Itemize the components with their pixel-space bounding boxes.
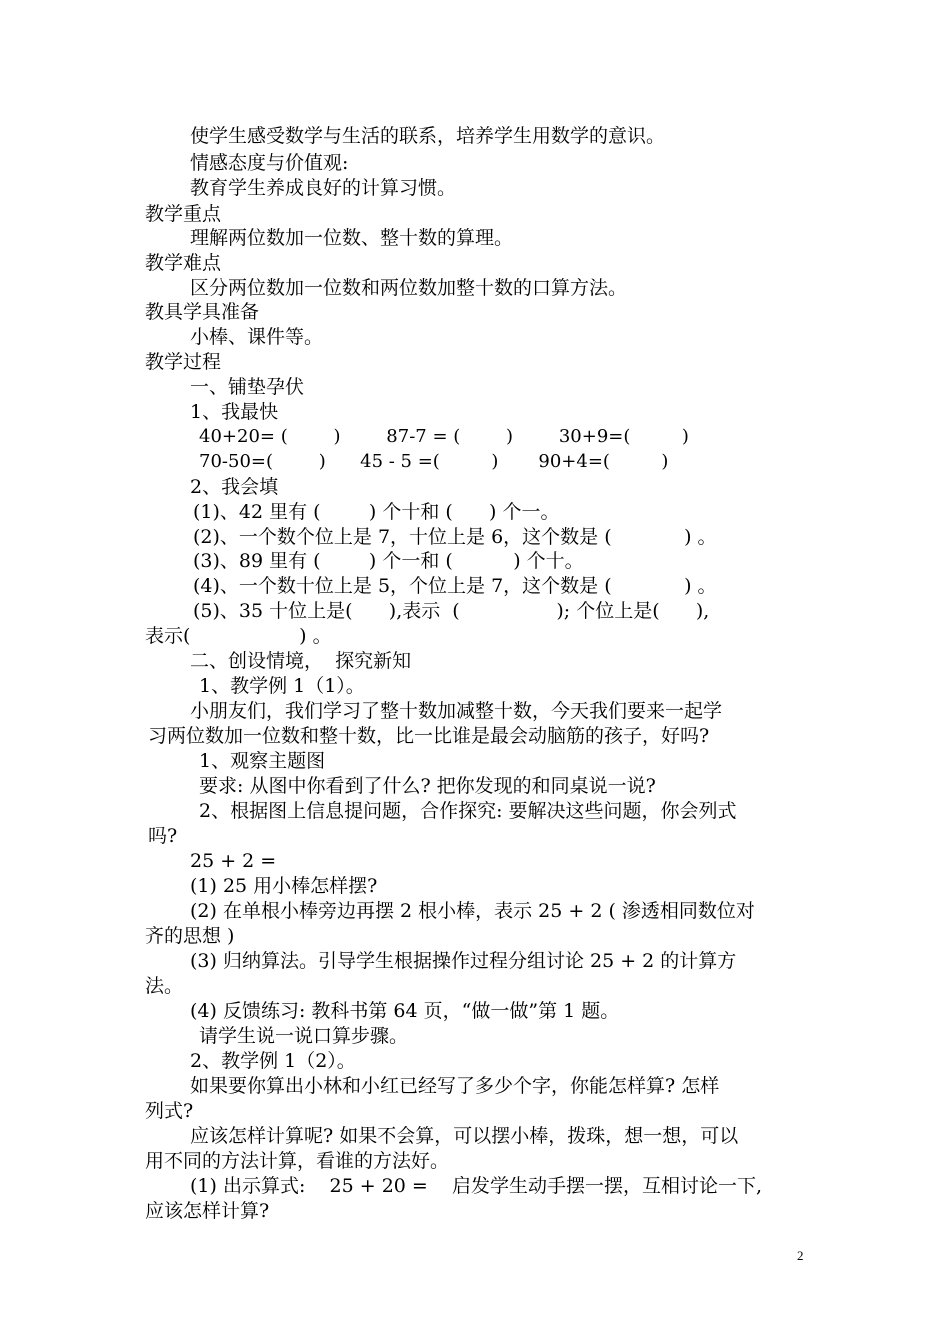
exercise-row: 40+20= ( ) 87-7 = ( ) 30+9=( ) [199, 426, 689, 447]
text-line: (1) 25 用小棒怎样摆? [190, 875, 378, 897]
page-number: 2 [797, 1248, 804, 1263]
section-heading: 教学重点 [145, 203, 222, 225]
text-line: 法。 [145, 975, 184, 997]
text-line: 使学生感受数学与生活的联系，培养学生用数学的意识。 [190, 125, 666, 147]
text-line: (3) 归纳算法。引导学生根据操作过程分组讨论 25 + 2 的计算方 [190, 950, 737, 972]
text-line: 2、我会填 [190, 476, 279, 498]
text-line: 应该怎样计算呢? 如果不会算，可以摆小棒，拨珠，想一想，可以 [190, 1125, 739, 1147]
text-line: 齐的思想 ) [145, 925, 235, 947]
exercise-row: 70-50=( ) 45 - 5 =( ) 90+4=( ) [199, 451, 669, 472]
section-heading: 教学难点 [145, 252, 222, 274]
text-line: 吗? [148, 825, 178, 847]
fill-item: (2)、一个数个位上是 7，十位上是 6，这个数是 ( ) 。 [193, 526, 717, 548]
text-line: 2、根据图上信息提问题，合作探究: 要解决这些问题，你会列式 [199, 800, 737, 822]
equation: 25 + 2 = [190, 850, 277, 872]
text-line: 应该怎样计算? [145, 1200, 270, 1222]
text-line: 2、教学例 1（2）。 [190, 1050, 356, 1072]
text-line: 教育学生养成良好的计算习惯。 [190, 177, 457, 199]
section-heading: 教学过程 [145, 351, 222, 373]
fill-item: (3)、89 里有 ( ) 个一和 ( ) 个十。 [193, 550, 584, 572]
text-line: 理解两位数加一位数、整十数的算理。 [190, 227, 514, 249]
text-line: 1、观察主题图 [199, 750, 326, 772]
text-line: 如果要你算出小林和小红已经写了多少个字，你能怎样算? 怎样 [190, 1075, 720, 1097]
text-line: (2) 在单根小棒旁边再摆 2 根小棒，表示 25 + 2 ( 渗透相同数位对 [190, 900, 755, 922]
text-line: (1) 出示算式: 25 + 20 = 启发学生动手摆一摆，互相讨论一下, [190, 1175, 763, 1197]
text-line: 1、教学例 1（1）。 [199, 675, 365, 697]
text-line: 要求: 从图中你看到了什么? 把你发现的和同桌说一说? [199, 775, 656, 797]
text-line: 二、创设情境， 探究新知 [190, 650, 412, 672]
text-line: 列式? [145, 1100, 194, 1122]
text-line: 表示( ) 。 [145, 625, 332, 647]
section-heading: 教具学具准备 [145, 301, 260, 323]
text-line: 区分两位数加一位数和两位数加整十数的口算方法。 [190, 277, 628, 299]
text-line: 1、我最快 [190, 401, 279, 423]
text-line: 用不同的方法计算，看谁的方法好。 [145, 1150, 450, 1172]
text-line: 习两位数加一位数和整十数，比一比谁是最会动脑筋的孩子，好吗? [148, 725, 710, 747]
text-line: 小朋友们，我们学习了整十数加减整十数，今天我们要来一起学 [190, 700, 723, 722]
fill-item: (5)、35 十位上是( ),表示 ( ); 个位上是( ), [193, 600, 710, 622]
text-line: (4) 反馈练习: 教科书第 64 页，“做一做”第 1 题。 [190, 1000, 620, 1022]
text-line: 请学生说一说口算步骤。 [199, 1025, 409, 1047]
fill-item: (1)、42 里有 ( ) 个十和 ( ) 个一。 [193, 501, 560, 523]
text-line: 情感态度与价值观: [190, 152, 349, 174]
text-line: 一、铺垫孕伏 [190, 376, 305, 398]
text-line: 小棒、课件等。 [190, 326, 324, 348]
fill-item: (4)、一个数十位上是 5，个位上是 7，这个数是 ( ) 。 [193, 575, 717, 597]
